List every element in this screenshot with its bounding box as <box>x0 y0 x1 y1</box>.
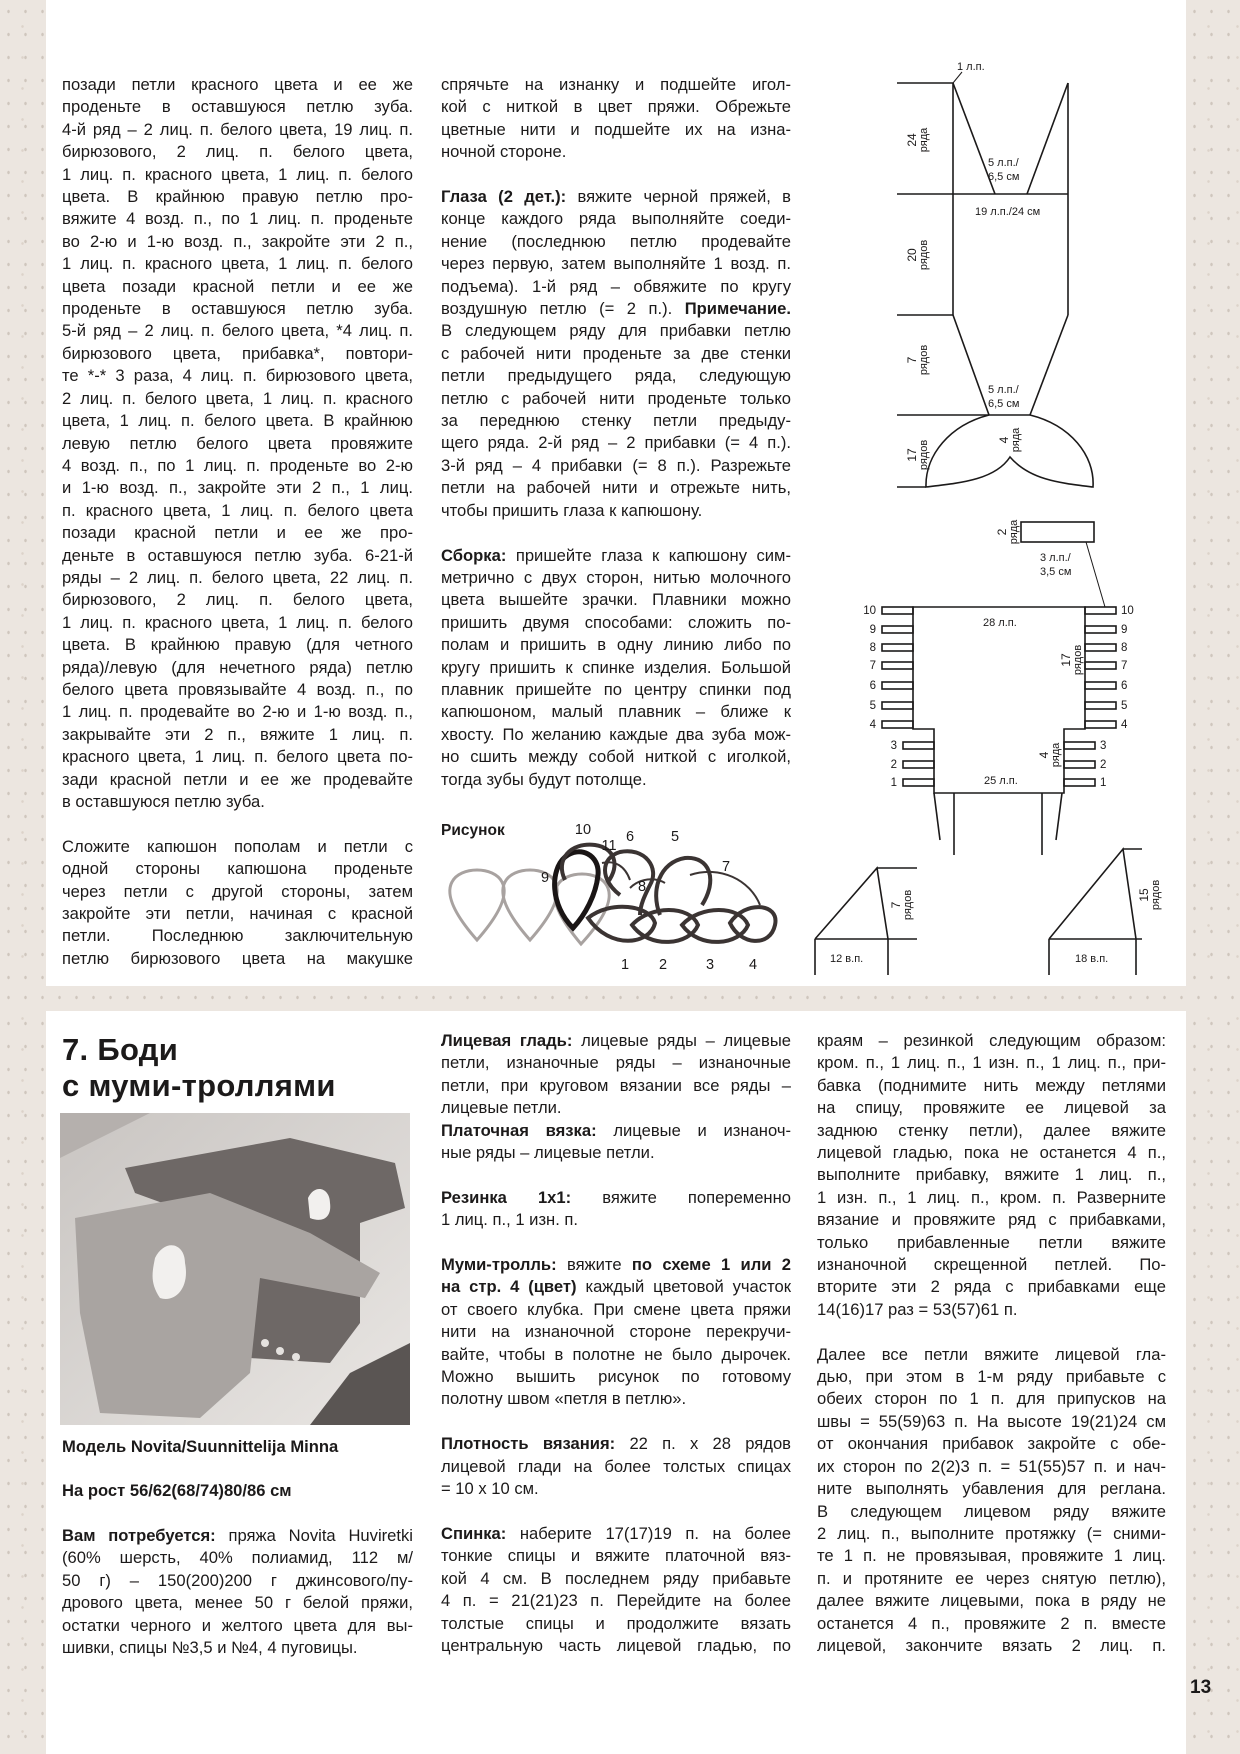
tail-top-point: 1 л.п. <box>957 61 985 73</box>
text-run: заднюю стенку петли), далее вяжите <box>817 1120 1166 1140</box>
text-run: через первую, затем выполняйте 1 возд. п. <box>441 254 791 274</box>
text-run: во 2-ю и 1-ю возд. п., закройте эти 2 п., <box>62 231 413 251</box>
text-run: те 1 п. не провязывая, провяжите 1 лиц. <box>817 1546 1166 1566</box>
text-run: подъема). 1-й ряд – обвяжите по кругу <box>441 276 791 296</box>
figure-label: Рисунок <box>441 822 505 839</box>
text-line <box>817 1120 1166 1142</box>
text-run: в оставшуюся петлю зуба. <box>62 792 265 811</box>
text-run: 5-й ряд – 2 лиц. п. белого цвета, *4 лиц. п. <box>62 321 413 341</box>
text-run: Сложите капюшон пополам и петли с <box>62 836 413 856</box>
hood-tab <box>1064 779 1095 786</box>
text-line <box>817 1075 1166 1097</box>
svg-text:7: 7 <box>905 356 919 364</box>
text-line <box>441 1366 791 1388</box>
bold-label: Примечание. <box>684 299 791 319</box>
text-run: бавка (поднимите нить между петлями <box>817 1075 1166 1095</box>
text-line <box>441 1433 791 1455</box>
text-run: только прибавленные петли вяжите <box>817 1232 1166 1252</box>
hood-tab <box>882 721 913 728</box>
fig-num-8: 8 <box>637 879 647 895</box>
text-run: 1 лиц. п. красного цвета, 1 лиц. п. белого <box>62 164 413 184</box>
tab-row-number: 10 <box>863 605 876 617</box>
text-run: остатки черного и желтого цвета для вы- <box>62 1615 413 1635</box>
arrow-7 <box>690 872 760 905</box>
text-run: (60% шерсть, 40% полиамид, 112 м/ <box>62 1548 413 1568</box>
text-run: дрового цвета, менее 50 г белой пряжи, <box>62 1593 413 1613</box>
text-line <box>441 1052 791 1074</box>
text-run: толстые спицы и продолжите вязать <box>441 1613 791 1633</box>
text-run: Можно вышить рисунок по готовому <box>441 1367 791 1387</box>
text-run: цвета, 1 лиц. п. белого цвета. В крайнюю <box>62 411 413 431</box>
text-line <box>817 1299 1166 1321</box>
text-run: 14(16)17 раз = 53(57)61 п. <box>817 1299 1018 1319</box>
text-line <box>817 1478 1166 1500</box>
tab-row-number: 7 <box>1121 660 1128 672</box>
text-line <box>441 1344 791 1366</box>
text-run: 4 п. = 21(21)23 п. Перейдите на более <box>441 1591 791 1611</box>
text-run: изнаночной скрещенной петлей. По- <box>817 1255 1166 1275</box>
text-line <box>441 1142 791 1164</box>
text-line <box>817 1142 1166 1164</box>
svg-text:3,5 см: 3,5 см <box>1040 566 1072 578</box>
text-run: метрично с двух сторон, нитью молочного <box>441 567 791 587</box>
text-line <box>817 1456 1166 1478</box>
text-line <box>817 1254 1166 1276</box>
bold-label: по схеме 1 или 2 <box>631 1255 791 1275</box>
text-run: петли, при круговом вязании все ряды – <box>441 1075 791 1095</box>
fig-num-7: 7 <box>721 859 731 875</box>
svg-text:4: 4 <box>1037 751 1051 759</box>
text-run: обеих сторон по 1 п. для припусков на <box>817 1389 1166 1409</box>
product-photo <box>60 1113 410 1425</box>
svg-text:17: 17 <box>905 448 919 462</box>
tab-row-number: 1 <box>890 777 897 789</box>
text-run: лицевой гладью, пока не останется 4 п., <box>817 1143 1166 1163</box>
text-run: через петли с другой стороны, затем <box>62 881 413 901</box>
text-run: полотну швом «петля в петлю». <box>441 1389 687 1409</box>
title-line-2: с муми-троллями <box>62 1068 336 1103</box>
svg-text:рядов: рядов <box>918 439 930 471</box>
tab-row-number: 9 <box>869 624 876 636</box>
text-line <box>817 1523 1166 1545</box>
svg-text:5 л.п./: 5 л.п./ <box>988 157 1019 169</box>
text-run: спрячьте на изнанку и подшейте игол- <box>441 75 791 94</box>
text-run: 1 лиц. п. красного цвета, 1 лиц. п. белого <box>62 254 413 274</box>
text-run: 1 изн. п., 1 лиц. п., кром. п. Разверните <box>817 1187 1166 1207</box>
text-run: цвета. В крайнюю правую петлю про- <box>62 187 413 207</box>
text-run: швы = 55(59)63 п. На высоте 19(21)24 см <box>817 1411 1166 1431</box>
text-run: закрывайте эти 2 п., вяжите 1 лиц. п. <box>62 724 413 744</box>
text-run: 1 лиц. п. продевайте во 2-ю и 1-ю возд. п., <box>62 702 413 722</box>
text-run: и 1-ю возд. п., закройте эти 2 п., 1 лиц. <box>62 478 413 498</box>
text-run: бирюзового цвета, прибавка*, повтори- <box>62 343 413 363</box>
svg-text:3 л.п./: 3 л.п./ <box>1040 552 1071 564</box>
text-run: лицевой, закончите вязать 2 лиц. п. <box>817 1635 1166 1655</box>
page-number: 13 <box>1190 1677 1212 1698</box>
text-run: капюшоном, малый плавник – ближе к <box>441 702 791 722</box>
text-run: пришить двумя способами: сложить по- <box>441 612 791 632</box>
tab-row-number: 3 <box>890 740 897 752</box>
text-run: п. и протяните ее через снятую петлю), <box>817 1568 1166 1588</box>
text-run: 1 лиц. п., 1 изн. п. <box>441 1210 579 1230</box>
fig-num-6: 6 <box>625 829 635 845</box>
text-run: 50 г) – 150(200)200 г джинсового/пу- <box>62 1570 413 1590</box>
text-line <box>817 1232 1166 1254</box>
hood-tab <box>903 779 934 786</box>
text-run: петли предыдущего ряда, следующую <box>441 366 791 386</box>
hood-tab <box>903 742 934 749</box>
text-line <box>817 1276 1166 1298</box>
text-run: 22 п. х 28 рядов <box>615 1434 791 1454</box>
materials <box>62 1525 413 1659</box>
text-line <box>817 1545 1166 1567</box>
tab-row-number: 8 <box>869 642 876 654</box>
text-run: В следующем лицевом ряду вяжите <box>817 1501 1166 1521</box>
text-run: цвета позади красной петли и ее же <box>62 276 413 296</box>
text-run: белого цвета провязывайте 4 возд. п., по <box>62 679 413 699</box>
tab-row-number: 9 <box>1121 624 1128 636</box>
paragraph-gap <box>441 1411 791 1433</box>
svg-text:рядов: рядов <box>918 239 930 271</box>
hood-tab <box>1064 761 1095 768</box>
text-line <box>817 1164 1166 1186</box>
hood-tab <box>1085 702 1116 709</box>
text-run: петли. Последнюю заключительную <box>62 926 413 946</box>
text-line <box>441 1523 791 1545</box>
hood-top-width: 28 л.п. <box>983 617 1017 629</box>
text-run: проденьте в оставшуюся петлю зуба. <box>62 97 413 117</box>
fig-num-3: 3 <box>705 957 715 973</box>
text-run: плавник пришейте по центру спинки под <box>441 679 791 699</box>
text-line <box>817 1568 1166 1590</box>
text-line <box>817 1344 1166 1366</box>
text-line <box>441 1097 791 1119</box>
bold-label: Резинка 1х1: <box>441 1187 572 1207</box>
hood-tab <box>882 644 913 651</box>
tab-row-number: 5 <box>869 700 876 712</box>
tab-row-number: 6 <box>1121 680 1128 692</box>
svg-text:рядов: рядов <box>902 889 914 921</box>
text-run: 3-й ряд – 4 прибавки (= 8 п.). Разрежьте <box>441 455 791 475</box>
svg-text:ряда: ряда <box>1008 519 1020 545</box>
svg-text:7: 7 <box>889 901 903 909</box>
text-run: позади красной петли и ее же про- <box>62 523 413 543</box>
text-run: = 10 х 10 см. <box>441 1479 539 1499</box>
text-run: 2 лиц. п., выполните протяжку (= сними- <box>817 1523 1166 1543</box>
text-run: лицевые и изнаноч- <box>596 1120 791 1140</box>
text-run: цветные нити и подшейте их на изна- <box>441 119 791 139</box>
fig-num-9: 9 <box>540 870 550 886</box>
text-run: ряды – 2 лиц. п. белого цвета, 22 лиц. п. <box>62 567 413 587</box>
text-run: центральную часть лицевой гладью, по <box>441 1635 791 1655</box>
text-run: вайте, чтобы в полотне не было дырочек. <box>441 1344 791 1364</box>
svg-text:24: 24 <box>905 133 919 147</box>
text-run: зади красной петли и ее же продевайте <box>62 769 413 789</box>
text-run: останется 4 п., провяжите 2 п. вместе <box>817 1613 1166 1633</box>
tab-row-number: 6 <box>869 680 876 692</box>
text-run: полам и пришить в одну линию либо по <box>441 635 791 655</box>
text-line <box>441 1545 791 1567</box>
text-run: вяжите <box>556 1255 632 1275</box>
text-line <box>817 1635 1166 1657</box>
text-run: лицевые петли. <box>441 1098 562 1118</box>
svg-text:15: 15 <box>1137 888 1151 902</box>
tab-row-number: 2 <box>1100 759 1107 771</box>
text-run: от окончания прибавок закройте с обе- <box>817 1434 1166 1454</box>
text-line <box>441 1120 791 1142</box>
hood-diagram <box>882 522 1116 855</box>
text-line <box>441 1478 791 1500</box>
fig-num-10: 10 <box>574 822 592 838</box>
text-run: пришейте глаза к капюшону сим- <box>506 545 791 565</box>
bottom-column-3 <box>817 1030 1166 1657</box>
svg-text:5 л.п./: 5 л.п./ <box>988 384 1019 396</box>
text-run: В следующем ряду для прибавки петлю <box>441 321 791 341</box>
text-run: вяжите черной пряжей, в <box>566 187 791 207</box>
text-run: красного цвета, 1 лиц. п. белого цвета по- <box>62 747 413 767</box>
text-line <box>817 1590 1166 1612</box>
text-run: конце каждого ряда выполняйте соеди- <box>441 209 791 229</box>
text-run: пряжа Novita Huviretki <box>215 1526 413 1545</box>
pattern-title <box>62 1032 336 1104</box>
text-run: кром. п., 1 лиц. п., 1 изн. п., 1 лиц. п., при- <box>817 1053 1166 1073</box>
tab-row-number: 2 <box>890 759 897 771</box>
bold-label: Спинка: <box>441 1523 507 1543</box>
bold-label: Вам потребуется: <box>62 1526 216 1545</box>
tail-width: 19 л.п./24 см <box>975 206 1041 218</box>
text-line <box>441 1276 791 1298</box>
svg-text:6,5 см: 6,5 см <box>988 171 1020 183</box>
paragraph-gap <box>441 1164 791 1186</box>
loop-5 <box>656 858 710 915</box>
bold-label: Муми-тролль: <box>441 1255 557 1275</box>
text-run: деньте в оставшуюся петлю зуба. 6-21-й <box>62 545 413 565</box>
text-run: выполните прибавку, вяжите 1 лиц. п., <box>817 1165 1166 1185</box>
hood-tab <box>1085 644 1116 651</box>
svg-text:рядов: рядов <box>918 344 930 376</box>
fig-num-4: 4 <box>748 957 758 973</box>
text-run: петли на рабочей нити и отрежьте нить, <box>441 478 791 498</box>
model-credit: Модель Novita/Suunnittelija Minna <box>62 1437 339 1456</box>
text-line <box>62 1592 413 1614</box>
tab-row-number: 4 <box>869 719 876 731</box>
bold-label: Платочная вязка: <box>441 1120 597 1140</box>
text-line <box>817 1433 1166 1455</box>
text-line <box>62 1615 413 1637</box>
text-line <box>441 1568 791 1590</box>
text-run: проденьте в оставшуюся петлю зуба. <box>62 299 413 319</box>
text-run: от своего клубка. При смене цвета пряжи <box>441 1299 791 1319</box>
hood-tab <box>882 607 913 614</box>
fig-num-1: 1 <box>620 957 630 973</box>
text-run: наберите 17(17)19 п. на более <box>506 1523 791 1543</box>
text-run: ряда)/левую (для нечетного ряда) петлю <box>62 657 413 677</box>
text-run: чтобы пришить глаза к капюшону. <box>441 500 703 520</box>
text-run: бирюзового, 2 лиц. п. белого цвета, <box>62 142 413 162</box>
bold-label: Лицевая гладь: <box>441 1031 573 1050</box>
hood-tab <box>1085 662 1116 669</box>
text-run: вяжите 4 возд. п., по 1 лиц. п. проденьте <box>62 209 413 229</box>
text-run: ночной стороне. <box>441 142 567 162</box>
bold-label: на стр. 4 (цвет) <box>441 1277 577 1297</box>
tab-row-number: 4 <box>1121 719 1128 731</box>
text-run: 1 лиц. п. красного цвета, 1 лиц. п. белого <box>62 612 413 632</box>
size-range: На рост 56/62(68/74)80/86 см <box>62 1481 292 1500</box>
hood-tab <box>1085 607 1116 614</box>
large-fin-base: 18 в.п. <box>1075 953 1109 965</box>
bold-label: Сборка: <box>441 545 507 565</box>
tab-row-number: 7 <box>869 660 876 672</box>
text-line <box>441 1388 791 1410</box>
hood-tab <box>1064 742 1095 749</box>
text-line <box>441 1187 791 1209</box>
text-run: щего ряда. 2-й ряд – 2 прибавки (= 4 п.). <box>441 433 791 453</box>
tab-row-number: 10 <box>1121 605 1134 617</box>
text-run: их сторон по 2(2)3 п. = 51(55)57 п. и нач- <box>817 1456 1166 1476</box>
text-run: вторите эти 2 ряда с прибавками еще <box>817 1277 1166 1297</box>
svg-text:4: 4 <box>997 436 1011 444</box>
bottom-column-2 <box>441 1030 791 1657</box>
text-run: каждый цветовой участок <box>576 1277 791 1297</box>
text-run: за переднюю стенку петли предыду- <box>441 411 791 431</box>
svg-text:ряда: ряда <box>918 127 930 153</box>
svg-text:ряда: ряда <box>1010 427 1022 453</box>
svg-text:17: 17 <box>1059 653 1073 667</box>
svg-text:рядов: рядов <box>1072 644 1084 676</box>
hood-tab <box>1085 626 1116 633</box>
text-run: воздушную петлю (= 2 п.). <box>441 299 685 319</box>
text-line <box>441 1209 791 1231</box>
fig-num-2: 2 <box>658 957 668 973</box>
text-run: вяжите попеременно <box>571 1187 791 1207</box>
text-line <box>441 1456 791 1478</box>
text-line <box>817 1052 1166 1074</box>
text-run: тонкие спицы и вяжите платочной вяз- <box>441 1546 791 1566</box>
text-run: петли, изнаночные ряды – изнаночные <box>441 1053 791 1073</box>
text-run: лицевые ряды – лицевые <box>572 1031 792 1050</box>
text-line <box>62 1570 413 1592</box>
text-line <box>441 1321 791 1343</box>
text-line <box>817 1187 1166 1209</box>
hood-tab <box>882 662 913 669</box>
text-line <box>441 1635 791 1657</box>
tab-row-number: 3 <box>1100 740 1107 752</box>
text-run: одной стороны капюшона проденьте <box>62 859 413 879</box>
text-run: кругу пришить к спинке изделия. Большой <box>441 657 791 677</box>
tab-row-number: 1 <box>1100 777 1107 789</box>
paragraph-gap <box>817 1321 1166 1343</box>
text-run: закройте эти петли, начиная с красной <box>62 904 413 924</box>
hood-bottom-width: 25 л.п. <box>984 775 1018 787</box>
text-line <box>817 1030 1166 1052</box>
text-run: с рабочей нити проденьте за две стенки <box>441 343 791 363</box>
svg-text:рядов: рядов <box>1150 879 1162 911</box>
text-line <box>62 1637 413 1659</box>
text-line <box>817 1501 1166 1523</box>
text-run: петлю с рабочей нити проденьте только <box>441 388 791 408</box>
paragraph-gap <box>441 1232 791 1254</box>
text-line <box>817 1209 1166 1231</box>
tab-row-number: 5 <box>1121 700 1128 712</box>
text-line <box>441 1254 791 1276</box>
text-run: хвосту. По желанию каждые два зуба мож- <box>441 724 791 744</box>
text-run: 2 лиц. п. белого цвета, 1 лиц. п. красного <box>62 388 413 408</box>
text-run: 4-й ряд – 2 лиц. п. белого цвета, 19 лиц. п. <box>62 119 413 139</box>
text-run: ные ряды – лицевые петли. <box>441 1143 655 1163</box>
text-run: Далее все петли вяжите лицевой гла- <box>817 1344 1166 1364</box>
text-run: цвета. В крайнюю правую (для четного <box>62 635 413 655</box>
text-line <box>817 1388 1166 1410</box>
text-run: кой 4 см. В последнем ряду прибавьте <box>441 1568 791 1588</box>
bold-label: Плотность вязания: <box>441 1434 616 1454</box>
hood-tab <box>1085 682 1116 689</box>
bold-label: Глаза (2 дет.): <box>441 187 567 207</box>
text-line <box>62 1547 413 1569</box>
title-line-1: 7. Боди <box>62 1032 179 1067</box>
text-line <box>441 1075 791 1097</box>
fig-num-5: 5 <box>670 829 680 845</box>
text-run: цвета вышейте зрачки. Плавники можно <box>441 590 791 610</box>
text-run: те *-* 3 раза, 4 лиц. п. бирюзового цвета, <box>62 366 413 386</box>
text-run: дью, при этом в 1-м ряду прибавьте с <box>817 1367 1166 1387</box>
text-line <box>441 1299 791 1321</box>
text-run: ните выполнять убавления для реглана. <box>817 1479 1166 1499</box>
text-run: 4 возд. п., по 1 лиц. п. проденьте во 2-ю <box>62 455 413 475</box>
tab-row-number: 8 <box>1121 642 1128 654</box>
text-run: но сшить между собой ниткой с иголкой, <box>441 747 791 767</box>
text-line <box>441 1590 791 1612</box>
text-line <box>62 1525 413 1547</box>
text-run: петлю бирюзового цвета на макушке <box>62 948 413 968</box>
text-run: нити на изнаночной стороне перекручи- <box>441 1322 791 1342</box>
text-run: краям – резинкой следующим образом: <box>817 1031 1166 1050</box>
text-run: бирюзового, 2 лиц. п. белого цвета, <box>62 590 413 610</box>
svg-text:ряда: ряда <box>1050 742 1062 768</box>
paragraph-gap <box>441 1500 791 1522</box>
text-run: п. красного цвета, 1 лиц. п. белого цвета <box>62 500 413 520</box>
text-line <box>817 1613 1166 1635</box>
text-line <box>441 1030 791 1052</box>
text-run: тогда зубы будут потолще. <box>441 769 647 789</box>
hood-tab <box>882 626 913 633</box>
svg-text:6,5 см: 6,5 см <box>988 398 1020 410</box>
text-run: кой с ниткой в цвет пряжи. Обрежьте <box>441 97 791 117</box>
text-run: левую петлю белого цвета провяжите <box>62 433 413 453</box>
text-run: нение (последнюю петлю продевайте <box>441 231 791 251</box>
text-run: позади петли красного цвета и ее же <box>62 75 413 94</box>
fig-num-11: 11 <box>601 838 617 854</box>
faded-loop-1 <box>450 870 504 940</box>
text-run: шивки, спицы №3,5 и №4, 4 пуговицы. <box>62 1638 358 1658</box>
text-line <box>817 1097 1166 1119</box>
hood-tab <box>882 682 913 689</box>
photo-illustration <box>60 1113 410 1425</box>
text-run: на спицу, провяжите ее лицевой за <box>817 1098 1166 1118</box>
small-fin-base: 12 в.п. <box>830 953 864 965</box>
svg-text:2: 2 <box>995 528 1009 536</box>
text-line <box>817 1366 1166 1388</box>
text-line <box>817 1411 1166 1433</box>
svg-text:20: 20 <box>905 248 919 262</box>
hood-tab <box>1085 721 1116 728</box>
text-line <box>441 1613 791 1635</box>
text-run: вязание и провяжите ряд с прибавками, <box>817 1210 1166 1230</box>
text-run: далее вяжите лицевыми, пока в ряду не <box>817 1591 1166 1611</box>
text-run: лицевой глади на более толстых спицах <box>441 1456 791 1476</box>
hood-tab <box>903 761 934 768</box>
hood-tab <box>882 702 913 709</box>
